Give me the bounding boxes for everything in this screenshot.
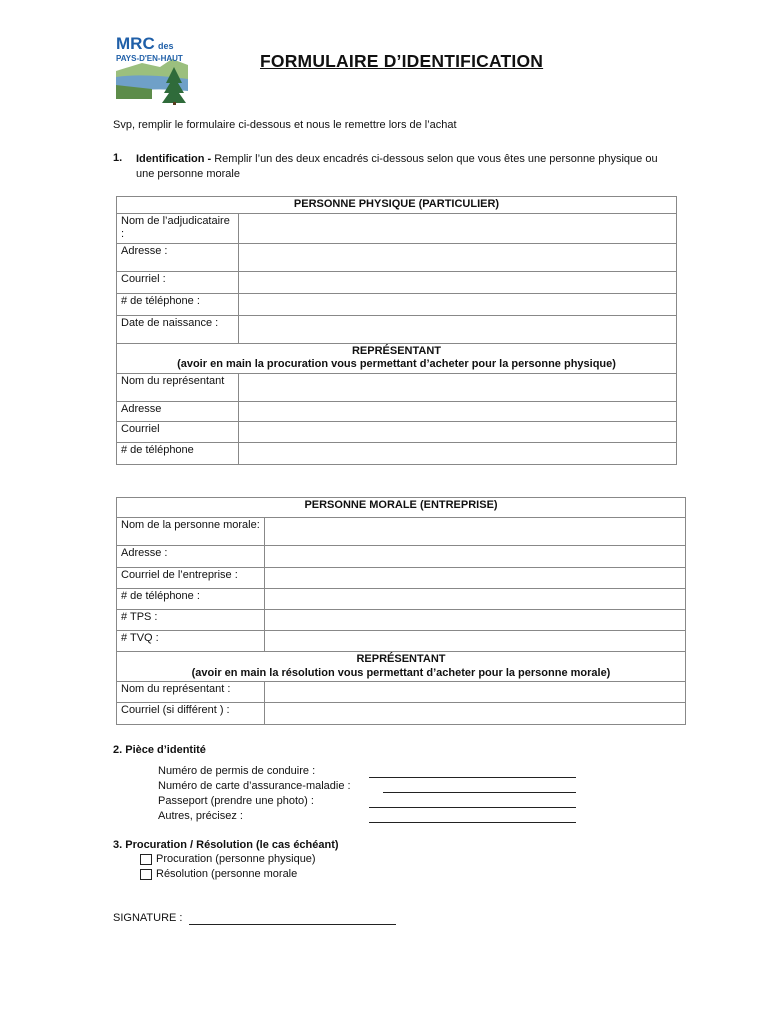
id-label-permis: Numéro de permis de conduire : [158,765,316,777]
rep-label-adresse: Adresse [117,401,239,421]
section1-number: 1. [113,152,123,164]
logo-text-des: des [158,41,174,51]
option-resolution-label: Résolution (personne morale [156,868,298,880]
morale-label-telephone: # de téléphone : [117,589,265,610]
rep-label-courriel: Courriel [117,421,239,442]
morale-table [116,497,686,725]
morale-label-adresse: Adresse : [117,546,265,568]
physique-rep-header-line1: REPRÉSENTANT [351,344,442,357]
morale-rep-input-nom[interactable] [265,682,686,703]
morale-input-tps[interactable] [265,610,686,631]
morale-rep-header [117,652,686,682]
physique-header: PERSONNE PHYSIQUE (PARTICULIER) [117,197,677,214]
physique-rep-header-line2: (avoir en main la procuration vous permettant d’acheter pour la personne physique) [177,358,616,370]
id-label-ramq: Numéro de carte d’assurance-maladie : [158,780,351,792]
field-label-adresse: Adresse : [117,243,239,271]
section1-label: Identification - [136,153,212,165]
physique-table [116,196,677,465]
logo-text-pays: PAYS-D'EN-HAUT [116,54,183,63]
morale-rep-label-nom: Nom du représentant : [117,682,265,703]
morale-label-tvq: # TVQ : [117,631,265,652]
logo-text-mrc: MRC [116,34,155,53]
signature-line[interactable] [189,912,396,925]
option-resolution[interactable] [140,868,297,880]
morale-input-adresse[interactable] [265,546,686,568]
checkbox-resolution[interactable] [140,869,152,880]
option-procuration-label: Procuration (personne physique) [156,853,316,865]
id-line-autres[interactable] [369,810,576,823]
field-input-telephone[interactable] [239,293,677,315]
field-input-naissance[interactable] [239,315,677,343]
signature-label: SIGNATURE : [113,912,183,924]
section1-description: Remplir l’un des deux encadrés ci-dessous selon que vous êtes une personne physique ou une personne morale [136,153,658,180]
field-input-courriel[interactable] [239,271,677,293]
morale-input-telephone[interactable] [265,589,686,610]
morale-label-tps: # TPS : [117,610,265,631]
page-title: FORMULAIRE D’IDENTIFICATION [260,51,544,71]
morale-input-tvq[interactable] [265,631,686,652]
morale-input-courriel[interactable] [265,568,686,589]
field-label-adjudicataire: Nom de l’adjudicataire : [117,213,239,243]
id-line-permis[interactable] [369,765,576,778]
rep-input-adresse[interactable] [239,401,677,421]
id-line-passeport[interactable] [369,795,576,808]
id-label-passeport: Passeport (prendre une photo) : [158,795,314,807]
rep-input-nom[interactable] [239,373,677,401]
morale-input-nom[interactable] [265,518,686,546]
option-procuration[interactable] [140,853,316,865]
section3-title: 3. Procuration / Résolution (le cas échéant) [113,839,339,851]
checkbox-procuration[interactable] [140,854,152,865]
intro-text: Svp, remplir le formulaire ci-dessous et nous le remettre lors de l’achat [113,119,457,131]
morale-header: PERSONNE MORALE (ENTREPRISE) [117,498,686,518]
field-input-adresse[interactable] [239,243,677,271]
morale-rep-header-line2: (avoir en main la résolution vous permettant d’acheter pour la personne morale) [191,666,611,679]
id-line-ramq[interactable] [383,780,576,793]
section2-title: 2. Pièce d’identité [113,744,206,756]
rep-input-courriel[interactable] [239,421,677,442]
field-label-courriel: Courriel : [117,271,239,293]
field-label-telephone: # de téléphone : [117,293,239,315]
mrc-logo-graphic [112,33,192,105]
morale-rep-label-courriel: Courriel (si différent ) : [117,703,265,725]
id-label-autres: Autres, précisez : [158,810,243,822]
morale-rep-input-courriel[interactable] [265,703,686,725]
field-label-naissance: Date de naissance : [117,315,239,343]
morale-rep-header-line1: REPRÉSENTANT [356,653,446,665]
rep-label-telephone: # de téléphone [117,442,239,464]
section1-text [136,152,676,182]
field-input-adjudicataire[interactable] [239,213,677,243]
mrc-logo [112,33,192,105]
rep-label-nom: Nom du représentant [117,373,239,401]
physique-rep-header [117,343,677,373]
rep-input-telephone[interactable] [239,442,677,464]
morale-label-nom: Nom de la personne morale: [117,518,265,546]
morale-label-courriel: Courriel de l’entreprise : [117,568,265,589]
